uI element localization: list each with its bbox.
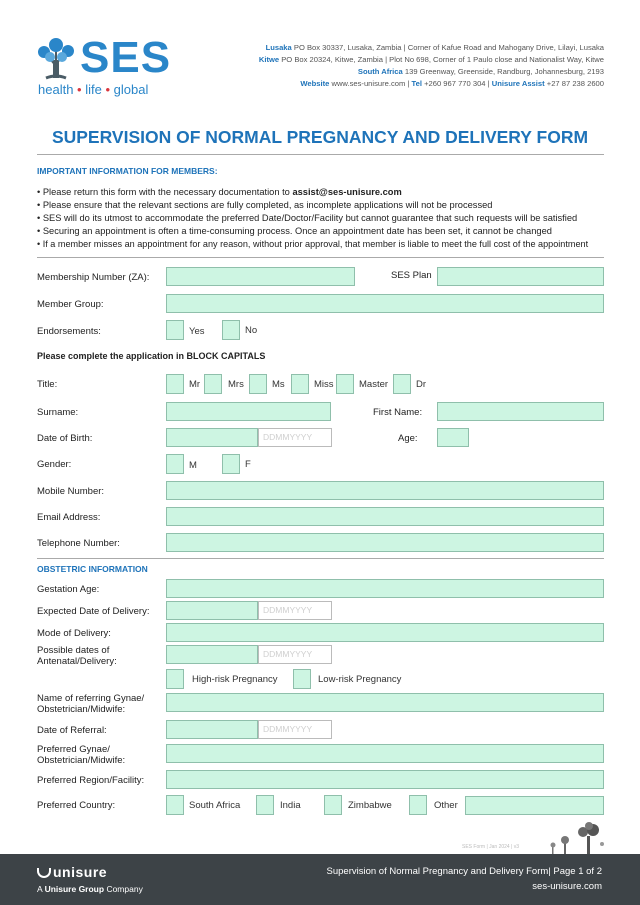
- referring-label-2: Obstetrician/Midwife:: [37, 704, 126, 715]
- country-india-checkbox[interactable]: [256, 795, 274, 815]
- possible-dates-label: Possible dates of: [37, 645, 110, 656]
- address-lusaka: Lusaka PO Box 30337, Lusaka, Zambia | Corner of Kafue Road and Mahogany Drive, Lilayi, Lusaka: [265, 43, 604, 52]
- referral-date-input[interactable]: [166, 720, 258, 739]
- unisure-logo: [37, 864, 107, 880]
- tagline: health • life • global: [38, 82, 149, 97]
- info-bullet: • Securing an appointment is often a time-consuming process. Once an appointment date has been set, it cannot be changed: [37, 226, 552, 236]
- obstetric-heading: OBSTETRIC INFORMATION: [37, 564, 148, 574]
- low-risk-checkbox[interactable]: [293, 669, 311, 689]
- trees-decoration-icon: [545, 822, 605, 854]
- country-india-label: India: [280, 800, 301, 811]
- title-dr-checkbox[interactable]: [393, 374, 411, 394]
- endorsements-label: Endorsements:: [37, 326, 101, 337]
- title-mr-checkbox[interactable]: [166, 374, 184, 394]
- divider: [37, 558, 604, 559]
- first-name-input[interactable]: [437, 402, 604, 421]
- ses-plan-label: SES Plan: [391, 270, 432, 281]
- edd-input[interactable]: [166, 601, 258, 620]
- high-risk-checkbox[interactable]: [166, 669, 184, 689]
- member-group-input[interactable]: [166, 294, 604, 313]
- gender-m-checkbox[interactable]: [166, 454, 184, 474]
- title-ms-checkbox[interactable]: [249, 374, 267, 394]
- address-south-africa: South Africa 139 Greenway, Greenside, Randburg, Johannesburg, 2193: [357, 67, 604, 76]
- gender-f-checkbox[interactable]: [222, 454, 240, 474]
- endorse-no-checkbox[interactable]: [222, 320, 240, 340]
- low-risk-label: Low-risk Pregnancy: [318, 674, 402, 685]
- referral-date-label: Date of Referral:: [37, 725, 107, 736]
- age-label: Age:: [398, 433, 418, 444]
- email-label: Email Address:: [37, 512, 101, 523]
- logo-text: SES: [80, 33, 172, 82]
- endorse-yes-checkbox[interactable]: [166, 320, 184, 340]
- version-text: SES Form | Jan 2024 | v3: [462, 844, 520, 850]
- ses-plan-input[interactable]: [437, 267, 604, 286]
- title-mr-label: Mr: [189, 379, 201, 390]
- title-ms-label: Ms: [272, 379, 285, 390]
- title-miss-checkbox[interactable]: [291, 374, 309, 394]
- referring-label: Name of referring Gynae/: [37, 693, 145, 704]
- tree-icon: [36, 38, 76, 82]
- mobile-label: Mobile Number:: [37, 486, 105, 497]
- country-other-input[interactable]: [465, 796, 604, 815]
- region-label: Preferred Region/Facility:: [37, 775, 145, 786]
- gender-m-label: M: [189, 460, 197, 471]
- unisure-mark-icon: [37, 868, 51, 878]
- pref-gynae-label: Preferred Gynae/: [37, 744, 110, 755]
- country-other-checkbox[interactable]: [409, 795, 427, 815]
- no-label: No: [245, 325, 258, 336]
- title-master-label: Master: [359, 379, 389, 390]
- info-bullet: • If a member misses an appointment for any reason, without prior approval, that member is liable to meet the full cost of the appointment: [37, 239, 589, 249]
- country-zimbabwe-label: Zimbabwe: [348, 800, 392, 811]
- country-other-label: Other: [434, 800, 458, 811]
- footer-form-name: Supervision of Normal Pregnancy and Delivery Form| Page 1 of 2: [326, 866, 602, 877]
- country-sa-label: South Africa: [189, 800, 241, 811]
- important-heading: IMPORTANT INFORMATION FOR MEMBERS:: [37, 166, 218, 176]
- surname-label: Surname:: [37, 407, 79, 418]
- info-bullet: • SES will do its utmost to accommodate the preferred Date/Doctor/Facility but cannot guarantee that such requests will be satisfied: [37, 213, 578, 223]
- yes-label: Yes: [189, 326, 205, 337]
- dob-input[interactable]: [166, 428, 258, 447]
- title-mrs-checkbox[interactable]: [204, 374, 222, 394]
- surname-input[interactable]: [166, 402, 331, 421]
- member-group-label: Member Group:: [37, 299, 104, 310]
- title-dr-label: Dr: [416, 379, 427, 390]
- email-input[interactable]: [166, 507, 604, 526]
- dob-date-placeholder[interactable]: DDMMYYYY: [258, 428, 332, 447]
- gestation-input[interactable]: [166, 579, 604, 598]
- country-zimbabwe-checkbox[interactable]: [324, 795, 342, 815]
- gender-label: Gender:: [37, 459, 72, 470]
- first-name-label: First Name:: [373, 407, 423, 418]
- dob-label: Date of Birth:: [37, 433, 93, 444]
- membership-label: Membership Number (ZA):: [37, 272, 150, 283]
- mobile-input[interactable]: [166, 481, 604, 500]
- assist-email-link[interactable]: assist@ses-unisure.com: [292, 187, 402, 197]
- address-kitwe: Kitwe PO Box 20324, Kitwe, Zambia | Plot No 698, Corner of 1 Paulo close and Nationalist Way, Kitwe: [258, 55, 604, 64]
- age-input[interactable]: [437, 428, 469, 447]
- possible-dates-input[interactable]: [166, 645, 258, 664]
- title-master-checkbox[interactable]: [336, 374, 354, 394]
- title-mrs-label: Mrs: [228, 379, 244, 390]
- telephone-input[interactable]: [166, 533, 604, 552]
- tagline-global: global: [113, 82, 149, 97]
- footer: [0, 854, 640, 905]
- telephone-label: Telephone Number:: [37, 538, 120, 549]
- possible-dates-placeholder[interactable]: DDMMYYYY: [258, 645, 332, 664]
- country-label: Preferred Country:: [37, 800, 116, 811]
- unisure-brand-text: unisure: [53, 864, 108, 880]
- referral-date-placeholder[interactable]: DDMMYYYY: [258, 720, 332, 739]
- high-risk-label: High-risk Pregnancy: [192, 674, 278, 685]
- tagline-health: health: [38, 82, 74, 97]
- title-miss-label: Miss: [314, 379, 334, 390]
- membership-number-input[interactable]: [166, 267, 355, 286]
- block-capitals-note: Please complete the application in BLOCK CAPITALS: [37, 351, 266, 361]
- contact-line: Website www.ses-unisure.com | Tel +260 967 770 304 | Unisure Assist +27 87 238 2600: [300, 79, 604, 88]
- country-sa-checkbox[interactable]: [166, 795, 184, 815]
- referring-input[interactable]: [166, 693, 604, 712]
- mode-label: Mode of Delivery:: [37, 628, 111, 639]
- possible-dates-label-2: Antenatal/Delivery:: [37, 656, 117, 667]
- edd-label: Expected Date of Delivery:: [37, 606, 150, 617]
- tagline-life: life: [85, 82, 102, 97]
- info-bullet: • Please ensure that the relevant sections are fully completed, as incomplete applications will not be processed: [37, 200, 493, 210]
- info-bullet: • Please return this form with the necessary documentation to assist@ses-unisure.com: [37, 187, 402, 197]
- divider: [37, 154, 604, 155]
- pref-gynae-input[interactable]: [166, 744, 604, 763]
- logo: [36, 33, 196, 102]
- pref-gynae-label-2: Obstetrician/Midwife:: [37, 755, 126, 766]
- mode-input[interactable]: [166, 623, 604, 642]
- footer-site-link[interactable]: ses-unisure.com: [532, 881, 602, 892]
- divider: [37, 257, 604, 258]
- title-label: Title:: [37, 379, 58, 390]
- page-number: | Page 1 of 2: [548, 866, 602, 877]
- company-line: A Unisure Group Company: [37, 884, 143, 894]
- gestation-label: Gestation Age:: [37, 584, 100, 595]
- gender-f-label: F: [245, 459, 251, 470]
- region-input[interactable]: [166, 770, 604, 789]
- page-title: SUPERVISION OF NORMAL PREGNANCY AND DELIVERY FORM: [51, 127, 589, 147]
- edd-date-placeholder[interactable]: DDMMYYYY: [258, 601, 332, 620]
